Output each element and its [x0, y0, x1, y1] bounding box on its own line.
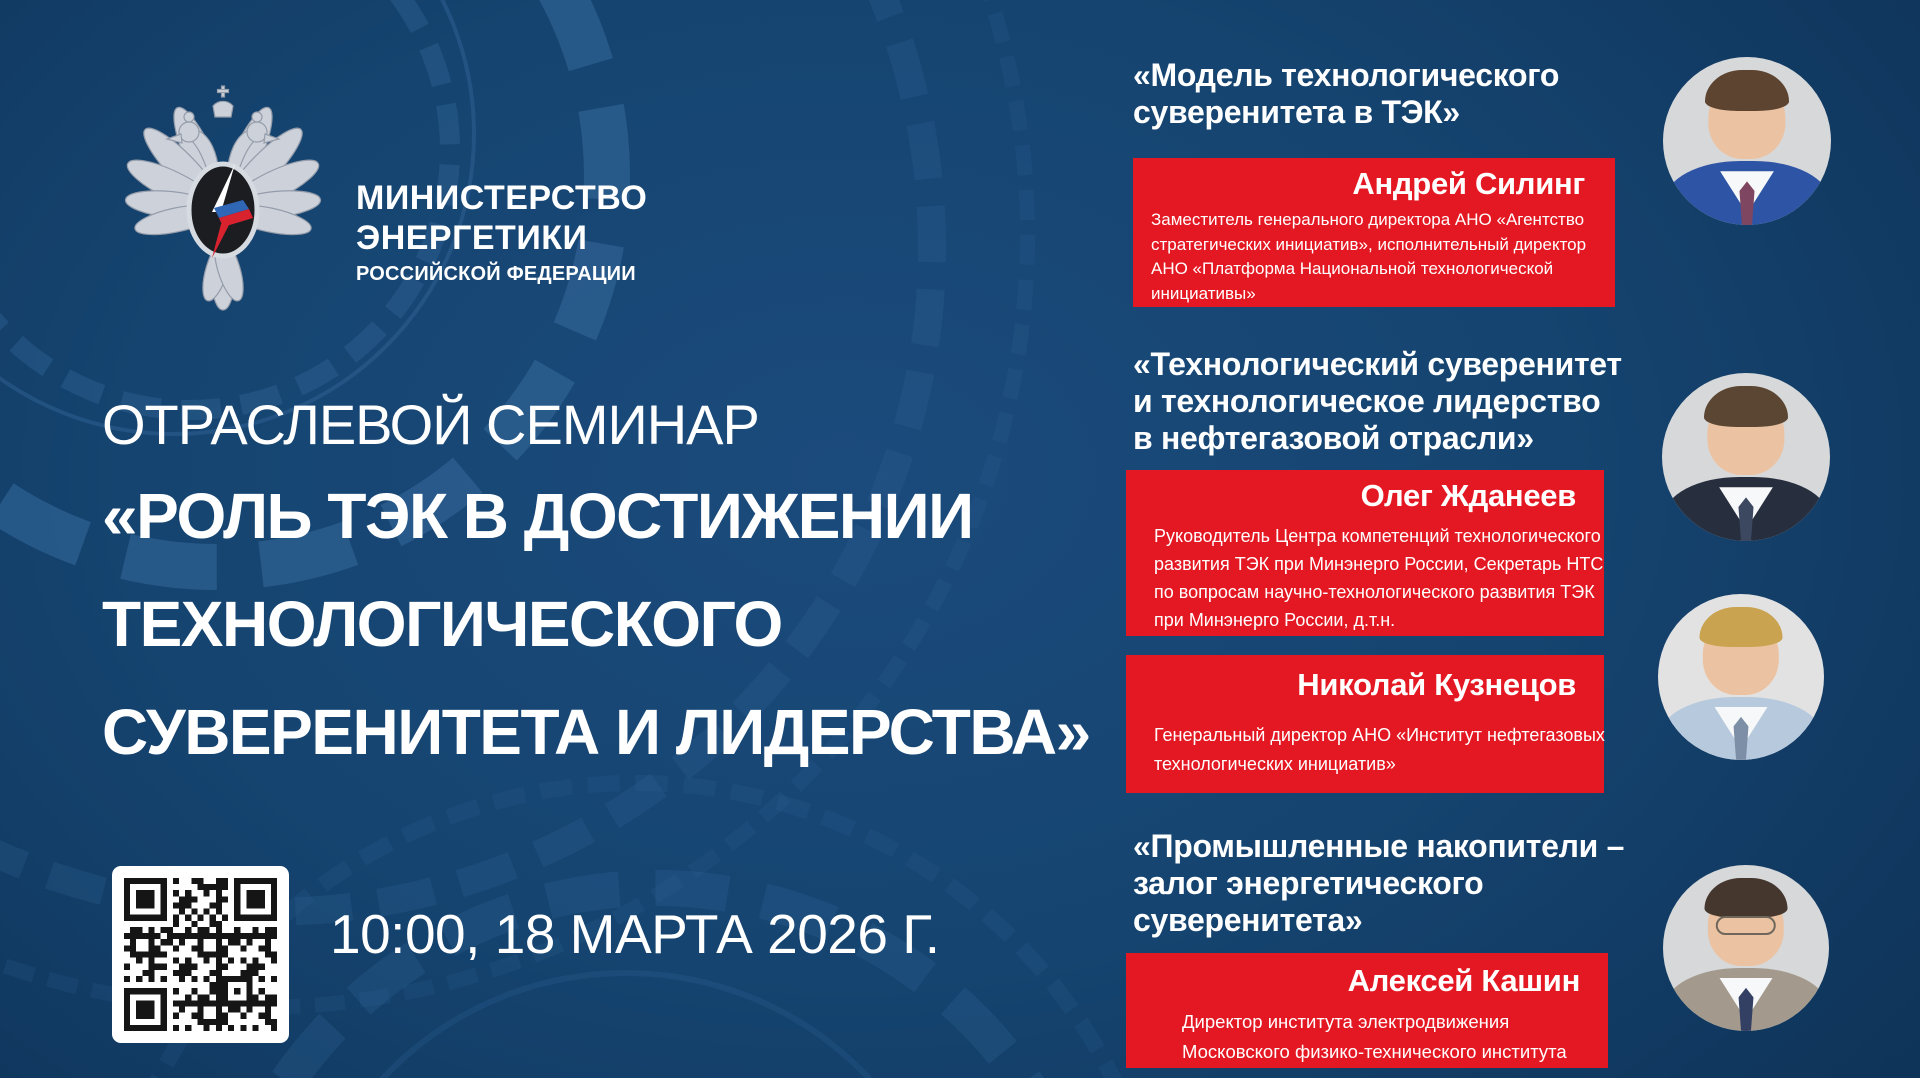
speaker-name: Олег Жданеев — [1360, 478, 1576, 513]
topic-line: суверенитета в ТЭК» — [1133, 94, 1460, 130]
speaker-photo — [1663, 865, 1829, 1031]
session-topic — [1133, 57, 1559, 131]
event-title-line: СУВЕРЕНИТЕТА И ЛИДЕРСТВА» — [102, 696, 1090, 768]
speaker-card — [1126, 655, 1604, 793]
qr-code — [112, 866, 289, 1043]
speaker-name: Алексей Кашин — [1347, 963, 1580, 998]
ministry-name-line: РОССИЙСКОЙ ФЕДЕРАЦИИ — [356, 263, 636, 285]
speaker-role-line: Генеральный директор АНО «Институт нефтегазовых — [1154, 725, 1605, 745]
speaker-role-line: при Минэнерго России, д.т.н. — [1154, 610, 1396, 630]
speaker-role-line: Заместитель генерального директора АНО «Агентство — [1151, 210, 1585, 229]
avatar-hair — [1705, 70, 1789, 110]
speaker-role-line: Руководитель Центра компетенций технологического — [1154, 526, 1601, 546]
speaker-photo — [1658, 594, 1824, 760]
speaker-role-line: технологических инициатив» — [1154, 754, 1396, 774]
avatar-glasses — [1716, 916, 1776, 935]
speaker-role — [1182, 1007, 1580, 1067]
avatar-hair — [1700, 607, 1783, 647]
speaker-role — [1154, 522, 1604, 634]
speaker-photo — [1662, 373, 1830, 541]
ministry-name-line: МИНИСТЕРСТВО — [356, 179, 648, 217]
speaker-card — [1133, 158, 1615, 307]
avatar-hair — [1705, 878, 1788, 918]
topic-line: в нефтегазовой отрасли» — [1133, 420, 1534, 456]
topic-line: «Модель технологического — [1133, 57, 1560, 93]
event-title-line: «РОЛЬ ТЭК В ДОСТИЖЕНИИ — [102, 480, 973, 552]
avatar-hair — [1704, 386, 1788, 426]
topic-line: «Промышленные накопители – — [1133, 828, 1625, 864]
event-title-line: ТЕХНОЛОГИЧЕСКОГО — [102, 588, 782, 660]
speaker-role — [1154, 721, 1605, 779]
speaker-role-line: Московского физико-технического института — [1182, 1041, 1567, 1062]
speaker-role-line: по вопросам научно-технологического развития ТЭК — [1154, 582, 1595, 602]
speaker-card — [1126, 470, 1604, 636]
topic-line: залог энергетического — [1133, 865, 1484, 901]
speaker-photo — [1663, 57, 1831, 225]
event-datetime: 10:00, 18 МАРТА 2026 Г. — [330, 903, 940, 965]
speaker-role-line: Директор института электродвижения — [1182, 1011, 1510, 1032]
speaker-card — [1126, 953, 1608, 1068]
ministry-eagle-emblem — [112, 60, 334, 318]
topic-line: суверенитета» — [1133, 902, 1363, 938]
speaker-role — [1151, 208, 1585, 306]
ministry-name-line: ЭНЕРГЕТИКИ — [356, 219, 588, 257]
speaker-name: Николай Кузнецов — [1297, 667, 1576, 702]
speaker-role-line: стратегических инициатив», исполнительный директор — [1151, 234, 1587, 254]
speaker-role-line: АНО «Платформа Национальной технологической — [1151, 259, 1554, 278]
ministry-name — [356, 178, 647, 287]
session-topic — [1133, 346, 1622, 457]
speaker-role-line: развития ТЭК при Минэнерго России, Секретарь НТС — [1154, 554, 1604, 574]
topic-line: «Технологический суверенитет — [1133, 346, 1622, 382]
topic-line: и технологическое лидерство — [1133, 383, 1601, 419]
speaker-role-line: инициативы» — [1151, 283, 1256, 303]
session-topic — [1133, 828, 1624, 939]
speaker-name: Андрей Силинг — [1352, 166, 1585, 201]
event-title — [102, 462, 1090, 786]
event-type-label: ОТРАСЛЕВОЙ СЕМИНАР — [102, 393, 759, 456]
